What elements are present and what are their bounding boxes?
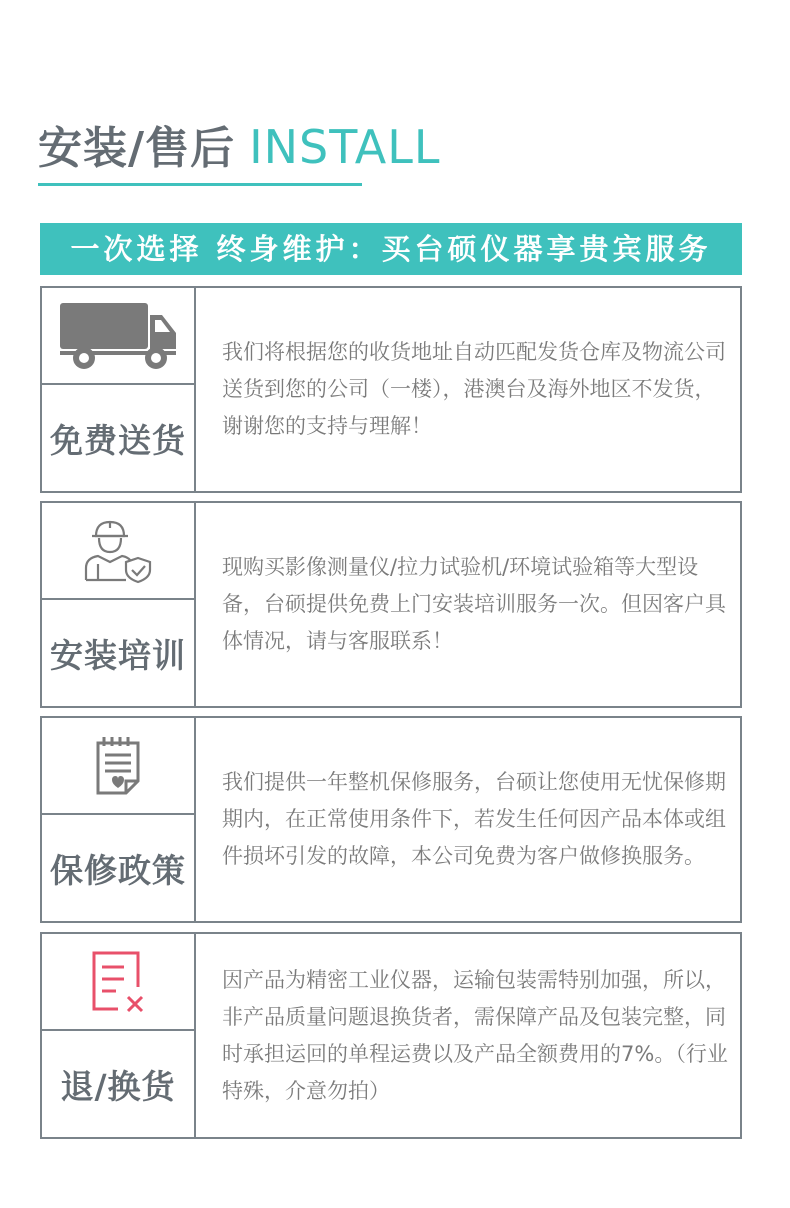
card-title: 保修政策: [50, 850, 186, 890]
worker-shield-icon: [82, 518, 154, 584]
page-title-en: INSTALL: [249, 120, 441, 174]
service-banner: 一次选择 终身维护：买台硕仪器享贵宾服务: [40, 223, 742, 275]
return-document-icon: [88, 949, 148, 1015]
card-left-panel: [42, 288, 196, 491]
page-header: [38, 112, 441, 174]
card-icon-box: [42, 718, 194, 815]
card-icon-box: [42, 934, 194, 1031]
card-description: 现购买影像测量仪/拉力试验机/环境试验箱等大型设备，台硕提供免费上门安装培训服务一次。但因客户具体情况，请与客服联系！: [222, 555, 726, 653]
card-icon-box: [42, 503, 194, 600]
service-card-return-exchange: [40, 932, 742, 1139]
card-left-panel: [42, 934, 196, 1137]
service-card-free-delivery: [40, 286, 742, 493]
card-left-panel: [42, 503, 196, 706]
card-description: 我们提供一年整机保修服务，台硕让您使用无忧保修期期内，在正常使用条件下，若发生任何因产品本体或组件损坏引发的故障，本公司免费为客户做修换服务。: [222, 770, 726, 868]
card-description: 因产品为精密工业仪器，运输包装需特别加强，所以，非产品质量问题退换货者，需保障产品及包装完整，同时承担运回的单程运费以及产品全额费用的7%。（行业特殊，介意勿拍）: [222, 967, 728, 1103]
card-title: 免费送货: [50, 420, 186, 460]
card-description: 我们将根据您的收货地址自动匹配发货仓库及物流公司送货到您的公司（一楼），港澳台及海外地区不发货，谢谢您的支持与理解！: [222, 340, 726, 438]
service-card-warranty-policy: [40, 716, 742, 923]
service-card-installation-training: [40, 501, 742, 708]
page-title-cn: 安装/售后: [38, 123, 236, 174]
card-left-panel: [42, 718, 196, 921]
warranty-notepad-icon: [93, 735, 143, 797]
truck-icon: [58, 301, 178, 371]
card-title: 退/换货: [60, 1066, 176, 1106]
card-icon-box: [42, 288, 194, 385]
card-title: 安装培训: [50, 635, 186, 675]
header-underline: [38, 183, 362, 186]
